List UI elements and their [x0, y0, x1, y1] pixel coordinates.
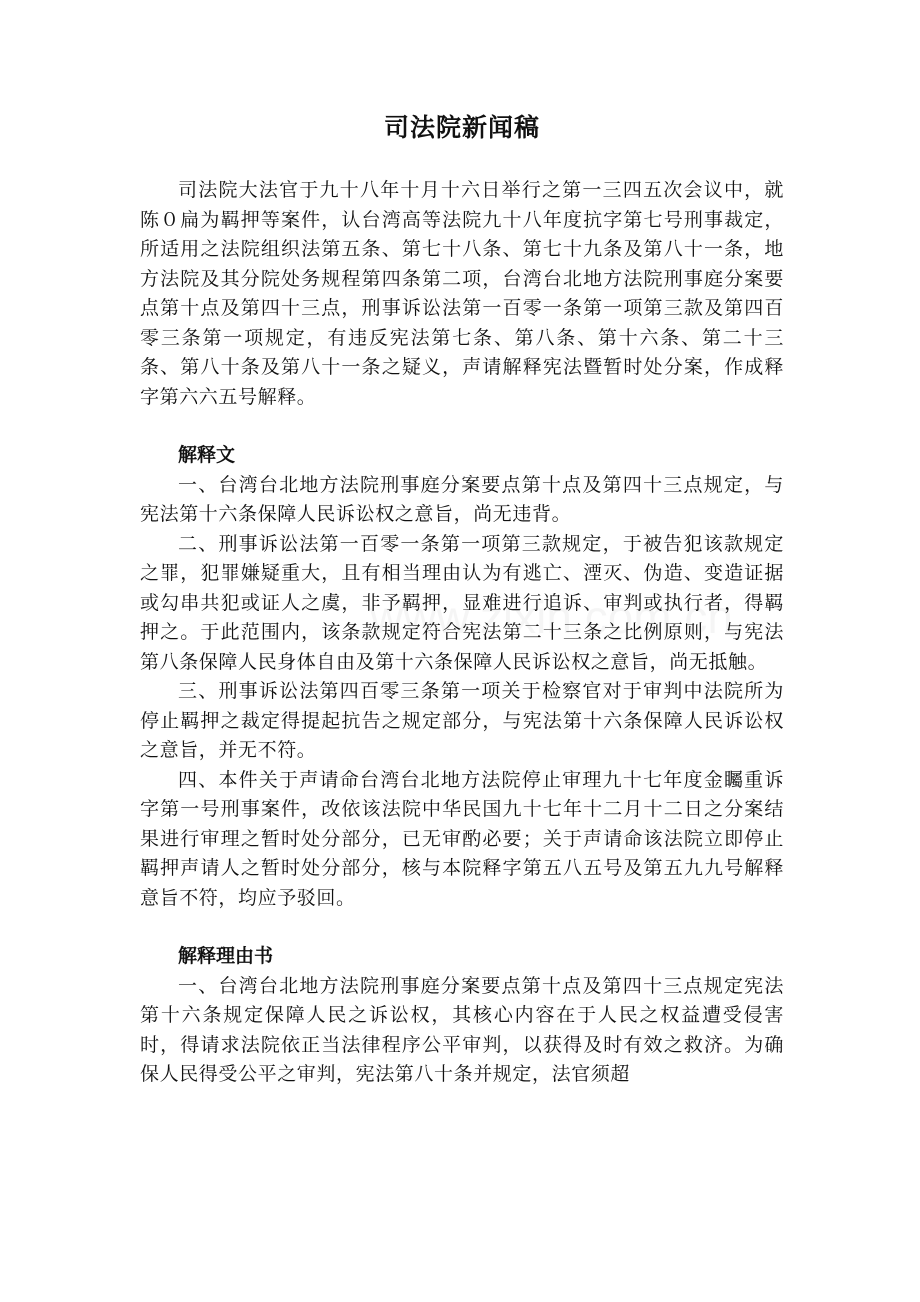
interpretation-item: 三、刑事诉讼法第四百零三条第一项关于检察官对于审判中法院所为停止羁押之裁定得提起抗告之规定部分，与宪法第十六条保障人民诉讼权之意旨，并无不符。: [140, 680, 784, 761]
document-page: [140, 110, 784, 1090]
interpretation-item: 一、台湾台北地方法院刑事庭分案要点第十点及第四十三点规定，与宪法第十六条保障人民诉讼权之意旨，尚无违背。: [140, 473, 784, 525]
interpretation-item: 二、刑事诉讼法第一百零一条第一项第三款规定，于被告犯该款规定之罪，犯罪嫌疑重大，且有相当理由认为有逃亡、湮灭、伪造、变造证据或勾串共犯或证人之虞，非予羁押，显难进行追诉、审判或执行者，得羁押之。于此范围内，该条款规定符合宪法第二十三条之比例原则，与宪法第八条保障人民身体自由及第十六条保障人民诉讼权之意旨，尚无抵触。: [140, 532, 784, 673]
reasons-item: 一、台湾台北地方法院刑事庭分案要点第十点及第四十三点规定宪法第十六条规定保障人民之诉讼权，其核心内容在于人民之权益遭受侵害时，得请求法院依正当法律程序公平审判，以获得及时有效之救济。为确保人民得受公平之审判，宪法第八十条并规定，法官须超: [140, 974, 784, 1085]
spacer: [140, 412, 784, 441]
intro-paragraph: 司法院大法官于九十八年十月十六日举行之第一三四五次会议中，就陈０扁为羁押等案件，认台湾高等法院九十八年度抗字第七号刑事裁定，所适用之法院组织法第五条、第七十八条、第七十九条及第八十一条，地方法院及其分院处务规程第四条第二项，台湾台北地方法院刑事庭分案要点第十点及第四十三点，刑事诉讼法第一百零一条第一项第三款及第四百零三条第一项规定，有违反宪法第七条、第八条、第十六条、第二十三条、第八十条及第八十一条之疑义，声请解释宪法暨暂时处分案，作成释字第六六五号解释。: [140, 179, 784, 408]
spacer: [140, 913, 784, 942]
section-heading-interpretation: 解释文: [178, 444, 236, 466]
section-heading-reasons: 解释理由书: [178, 945, 274, 967]
document-title: 司法院新闻稿: [383, 113, 540, 142]
interpretation-item: 四、本件关于声请命台湾台北地方法院停止审理九十七年度金矚重诉字第一号刑事案件，改依该法院中华民国九十七年十二月十二日之分案结果进行审理之暂时处分部分，已无审酌必要；关于声请命该法院立即停止羁押声请人之暂时处分部分，核与本院释字第五八五号及第五九九号解释意旨不符，均应予驳回。: [140, 768, 784, 909]
